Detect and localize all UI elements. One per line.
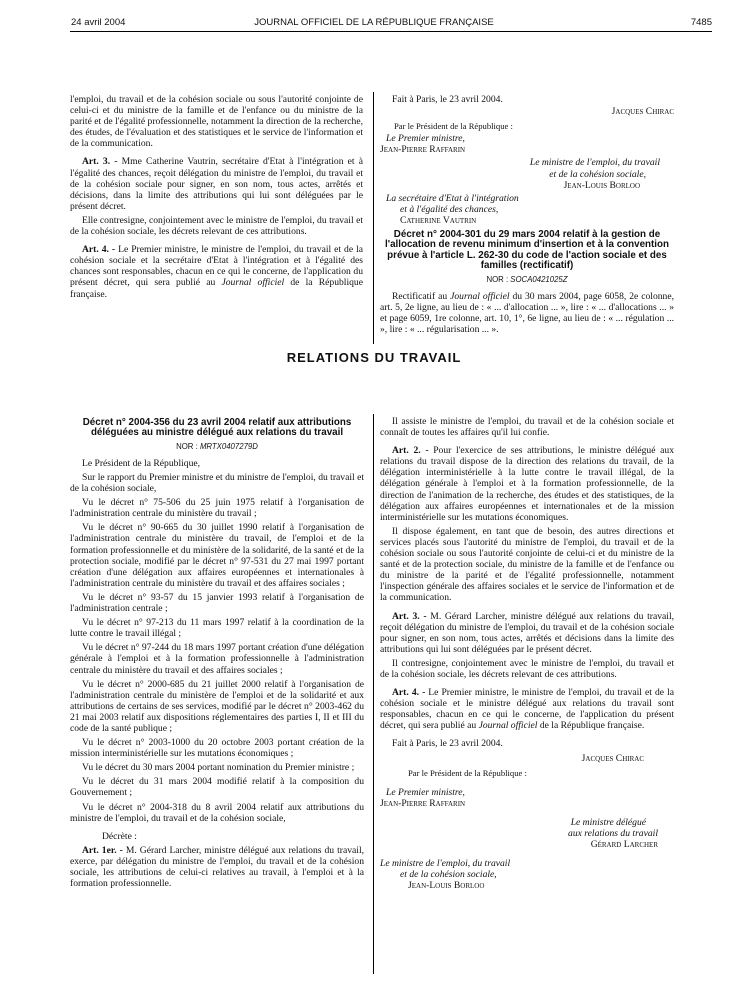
top-left-column [70,94,363,303]
article-text: de la République française. [70,277,363,300]
top-right-column [380,94,674,338]
signature-name: Jean-Louis Borloo [408,880,485,892]
article-text: Le Premier ministre, le ministre de l'emploi, du travail et de la cohésion sociale et la secrétaire d'Etat à l'intégration et à l'égalité des chances sont responsables, chacun en ce qui le concerne, de l'application du présent décret, qui sera publié au [70,244,364,289]
article-4 [380,687,674,731]
vu-paragraph: Vu le décret n° 97-213 du 11 mars 1997 relatif à la coordination de la lutte contre le travail illégal ; [70,617,364,640]
signature-name: Jacques Chirac [611,106,674,118]
paragraph: Elle contresigne, conjointement avec le ministre de l'emploi, du travail et de la cohésion sociale, les décrets relevant de ces attributions. [70,214,363,238]
bottom-right-column [380,416,674,891]
nor-label: NOR : [176,441,200,451]
fait-a-paris: Fait à Paris, le 23 avril 2004. [392,738,503,750]
fait-a-paris: Fait à Paris, le 23 avril 2004. [392,94,503,105]
paragraph: Sur le rapport du Premier ministre et du ministre de l'emploi, du travail et de la cohésion sociale, [70,472,365,495]
article-label: Art. 2. - [392,445,429,457]
article-3 [380,611,674,655]
bottom-left-column [70,414,364,892]
signature-title: Le ministre de l'emploi, du travail [529,157,660,169]
section-title: RELATIONS DU TRAVAIL [286,350,462,365]
article-text: Mme Catherine Vautrin, secrétaire d'Etat à l'intégration et à l'égalité des chances, reçoit délégation du ministre de l'emploi, du travail et de la cohésion sociale pour signer, en son nom, tous actes, arrêtés et décisions, dans la limite des attributions qui lui sont déléguées par le présent décret. [70,156,363,212]
article-text: M. Gérard Larcher, ministre délégué aux relations du travail, exerce, par délégation du ministre de l'emploi, du travail et de la cohésion sociale, les attributions de celui-ci relatives au travail, à l'emploi et à la formation professionnelle. [70,844,365,890]
vu-paragraph: Vu le décret n° 2003-1000 du 20 octobre 2003 portant création de la mission interministérielle sur les mutations économiques ; [70,737,364,760]
vu-paragraph: Vu le décret n° 97-244 du 18 mars 1997 portant création d'une délégation générale à l'emploi et à la formation professionnelle à l'administration centrale du ministère du travail et des affaires sociales ; [70,642,364,676]
nor-label: NOR : [486,274,511,284]
vu-paragraph: Vu le décret n° 75-506 du 25 juin 1975 relatif à l'organisation de l'administration centrale du ministère du travail ; [70,497,364,520]
article-2 [380,445,674,523]
signature-name: Gérard Larcher [590,839,658,851]
signature-name: Jean-Pierre Raffarin [380,797,466,809]
signature-title: et de la cohésion sociale, [549,168,646,180]
journal-name: Journal officiel [478,720,538,732]
article-label: Art. 4. - [392,687,426,699]
text: du 30 mars 2004, page 6058, 2e colonne, art. 5, 2e ligne, au lieu de : « ... d'allocation ... », lire : « ... d'allocations ... » et page 6059, 1re colonne, art. 10, 1°, 6e ligne, au lieu de : « ... régulation ... », lire : « ... régularisation ... ». [380,290,674,336]
decrete: Décrète : [102,830,137,842]
article-text: Pour l'exercice de ses attributions, le ministre délégué aux relations du travail dispose de la direction des relations du travail, de la délégation interministérielle à la lutte contre le travail illégal, de la délégation générale à l'emploi et à la formation professionnelle, de la direction de l'animation de la recherche, des études et des statistiques, de la délégation aux affaires européennes et internationales et de la mission interministérielle sur les mutations économiques. [380,445,675,523]
header-date: 24 avril 2004 [71,17,126,28]
signature-title: Le ministre de l'emploi, du travail [380,858,511,870]
paragraph: Il assiste le ministre de l'emploi, du travail et de la cohésion sociale et connaît de toutes les affaires qu'il lui confie. [380,416,674,439]
column-divider [373,92,374,344]
signature-name: Jacques Chirac [581,752,644,764]
signature-title: et de la cohésion sociale, [400,869,497,881]
signature-name: Jean-Louis Borloo [563,179,640,191]
article-text: Le Premier ministre, le ministre de l'emploi, du travail et de la cohésion sociale et le ministre délégué aux relations du travail sont responsables, chacun en ce qui le concerne, de l'application du présent décret, qui sera publié au [380,687,675,732]
signature-title: La secrétaire d'Etat à l'intégration [386,192,519,204]
journal-name: Journal officiel [450,290,510,302]
article-text: M. Gérard Larcher, ministre délégué aux relations du travail, reçoit délégation du ministre de l'emploi, du travail et de la cohésion sociale pour signer, en son nom, tous actes, arrêtés et décisions dans la limite des attributions qui lui sont déléguées par le présent décret. [380,610,675,655]
signature-title: aux relations du travail [568,828,658,839]
vu-paragraph: Vu le décret n° 2000-685 du 21 juillet 2000 relatif à l'organisation de l'administration centrale du ministère de l'emploi et de la solidarité et aux attributions de certains de ses services, modifié par le décret n° 2003-462 du 21 mai 2003 relatif aux dispositions réglementaires des parties I, II et III du code de la santé publique ; [70,678,364,734]
journal-name: Journal officiel [221,277,285,289]
vu-paragraph: Vu le décret n° 90-665 du 30 juillet 1990 relatif à l'organisation de l'administration centrale du ministère du travail, de l'emploi et de la formation professionnelle et du ministère de la solidarité, de la santé et de la protection sociale, modifié par le décret n° 97-531 du 27 mai 1997 portant création d'une délégation aux affaires européennes et internationales à l'administration centrale du ministère du travail et des affaires sociales ; [70,522,364,589]
paragraph: l'emploi, du travail et de la cohésion sociale ou sous l'autorité conjointe de celui-ci et du ministre de la famille et de l'enfance ou du ministre de la parité et de l'égalité professionnelle, notamment la direction de la recherche, des études, de l'évaluation et des statistiques et le service de l'information et de la communication. [70,94,363,150]
paragraph: Il dispose également, en tant que de besoin, des autres directions et services placés sous l'autorité du ministre de l'emploi, du travail et de la cohésion sociale ou sous l'autorité conjointe de celui-ci et du ministre de la santé et de la protection sociale, du ministre de la famille et de l'enfance ou du ministre de la parité et de l'égalité professionnelle, notamment l'inspection générale des affaires sociales et le service de l'information et de la communication. [380,525,674,604]
signature-title: Le Premier ministre, [386,133,465,145]
article-label: Art. 3. - [392,610,427,622]
header-rule [70,31,712,32]
rectificatif-text [380,291,674,335]
vu-paragraph: Vu le décret n° 93-57 du 15 janvier 1993 relatif à l'organisation de l'administration centrale ; [70,591,364,615]
signature-title: Le Premier ministre, [386,786,465,798]
nor-reference [70,441,364,452]
header-journal-title: JOURNAL OFFICIEL DE LA RÉPUBLIQUE FRANÇAISE [254,17,494,28]
signature-intro: Par le Président de la République : [394,121,513,132]
signature-name: Jean-Pierre Raffarin [380,144,466,156]
nor-code: MRTX0407279D [199,441,258,451]
vu-paragraph: Vu le décret n° 2004-318 du 8 avril 2004 relatif aux attributions du ministre de l'emploi, du travail et de la cohésion sociale, [70,801,364,824]
article-1 [70,845,364,889]
signature-title: et à l'égalité des chances, [400,203,499,215]
vu-paragraph: Vu le décret du 30 mars 2004 portant nomination du Premier ministre ; [82,762,355,774]
nor-reference [380,274,674,285]
article-label: Art. 3. - [82,156,118,168]
decree-title: Décret n° 2004-356 du 23 avril 2004 relatif aux attributions déléguées au ministre délégué aux relations du travail [82,417,352,439]
article-3 [70,156,363,211]
signature-name: Catherine Vautrin [400,214,477,226]
paragraph: Il contresigne, conjointement avec le ministre de l'emploi, du travail et de la cohésion sociale, les décrets relevant de ces attributions. [380,657,674,680]
signature-title: Le ministre délégué [570,816,646,828]
article-4 [70,244,363,299]
signature-intro: Par le Président de la République : [408,767,527,778]
article-label: Art. 4. - [82,244,116,256]
text: Rectificatif au [392,290,451,302]
header-page-number: 7485 [690,17,712,28]
decree-title: Décret n° 2004-301 du 29 mars 2004 relatif à la gestion de l'allocation de revenu minimum d'insertion et à la convention prévue à l'article L. 262-30 du code de l'action sociale et des familles (rectificatif) [385,229,669,272]
article-label: Art. 1er. - [82,844,123,856]
paragraph: Le Président de la République, [82,457,201,469]
nor-code: SOCA0421025Z [510,274,568,284]
vu-paragraph: Vu le décret du 31 mars 2004 modifié relatif à la composition du Gouvernement ; [70,776,364,799]
article-text: de la République française. [537,720,645,732]
column-divider [373,414,374,974]
